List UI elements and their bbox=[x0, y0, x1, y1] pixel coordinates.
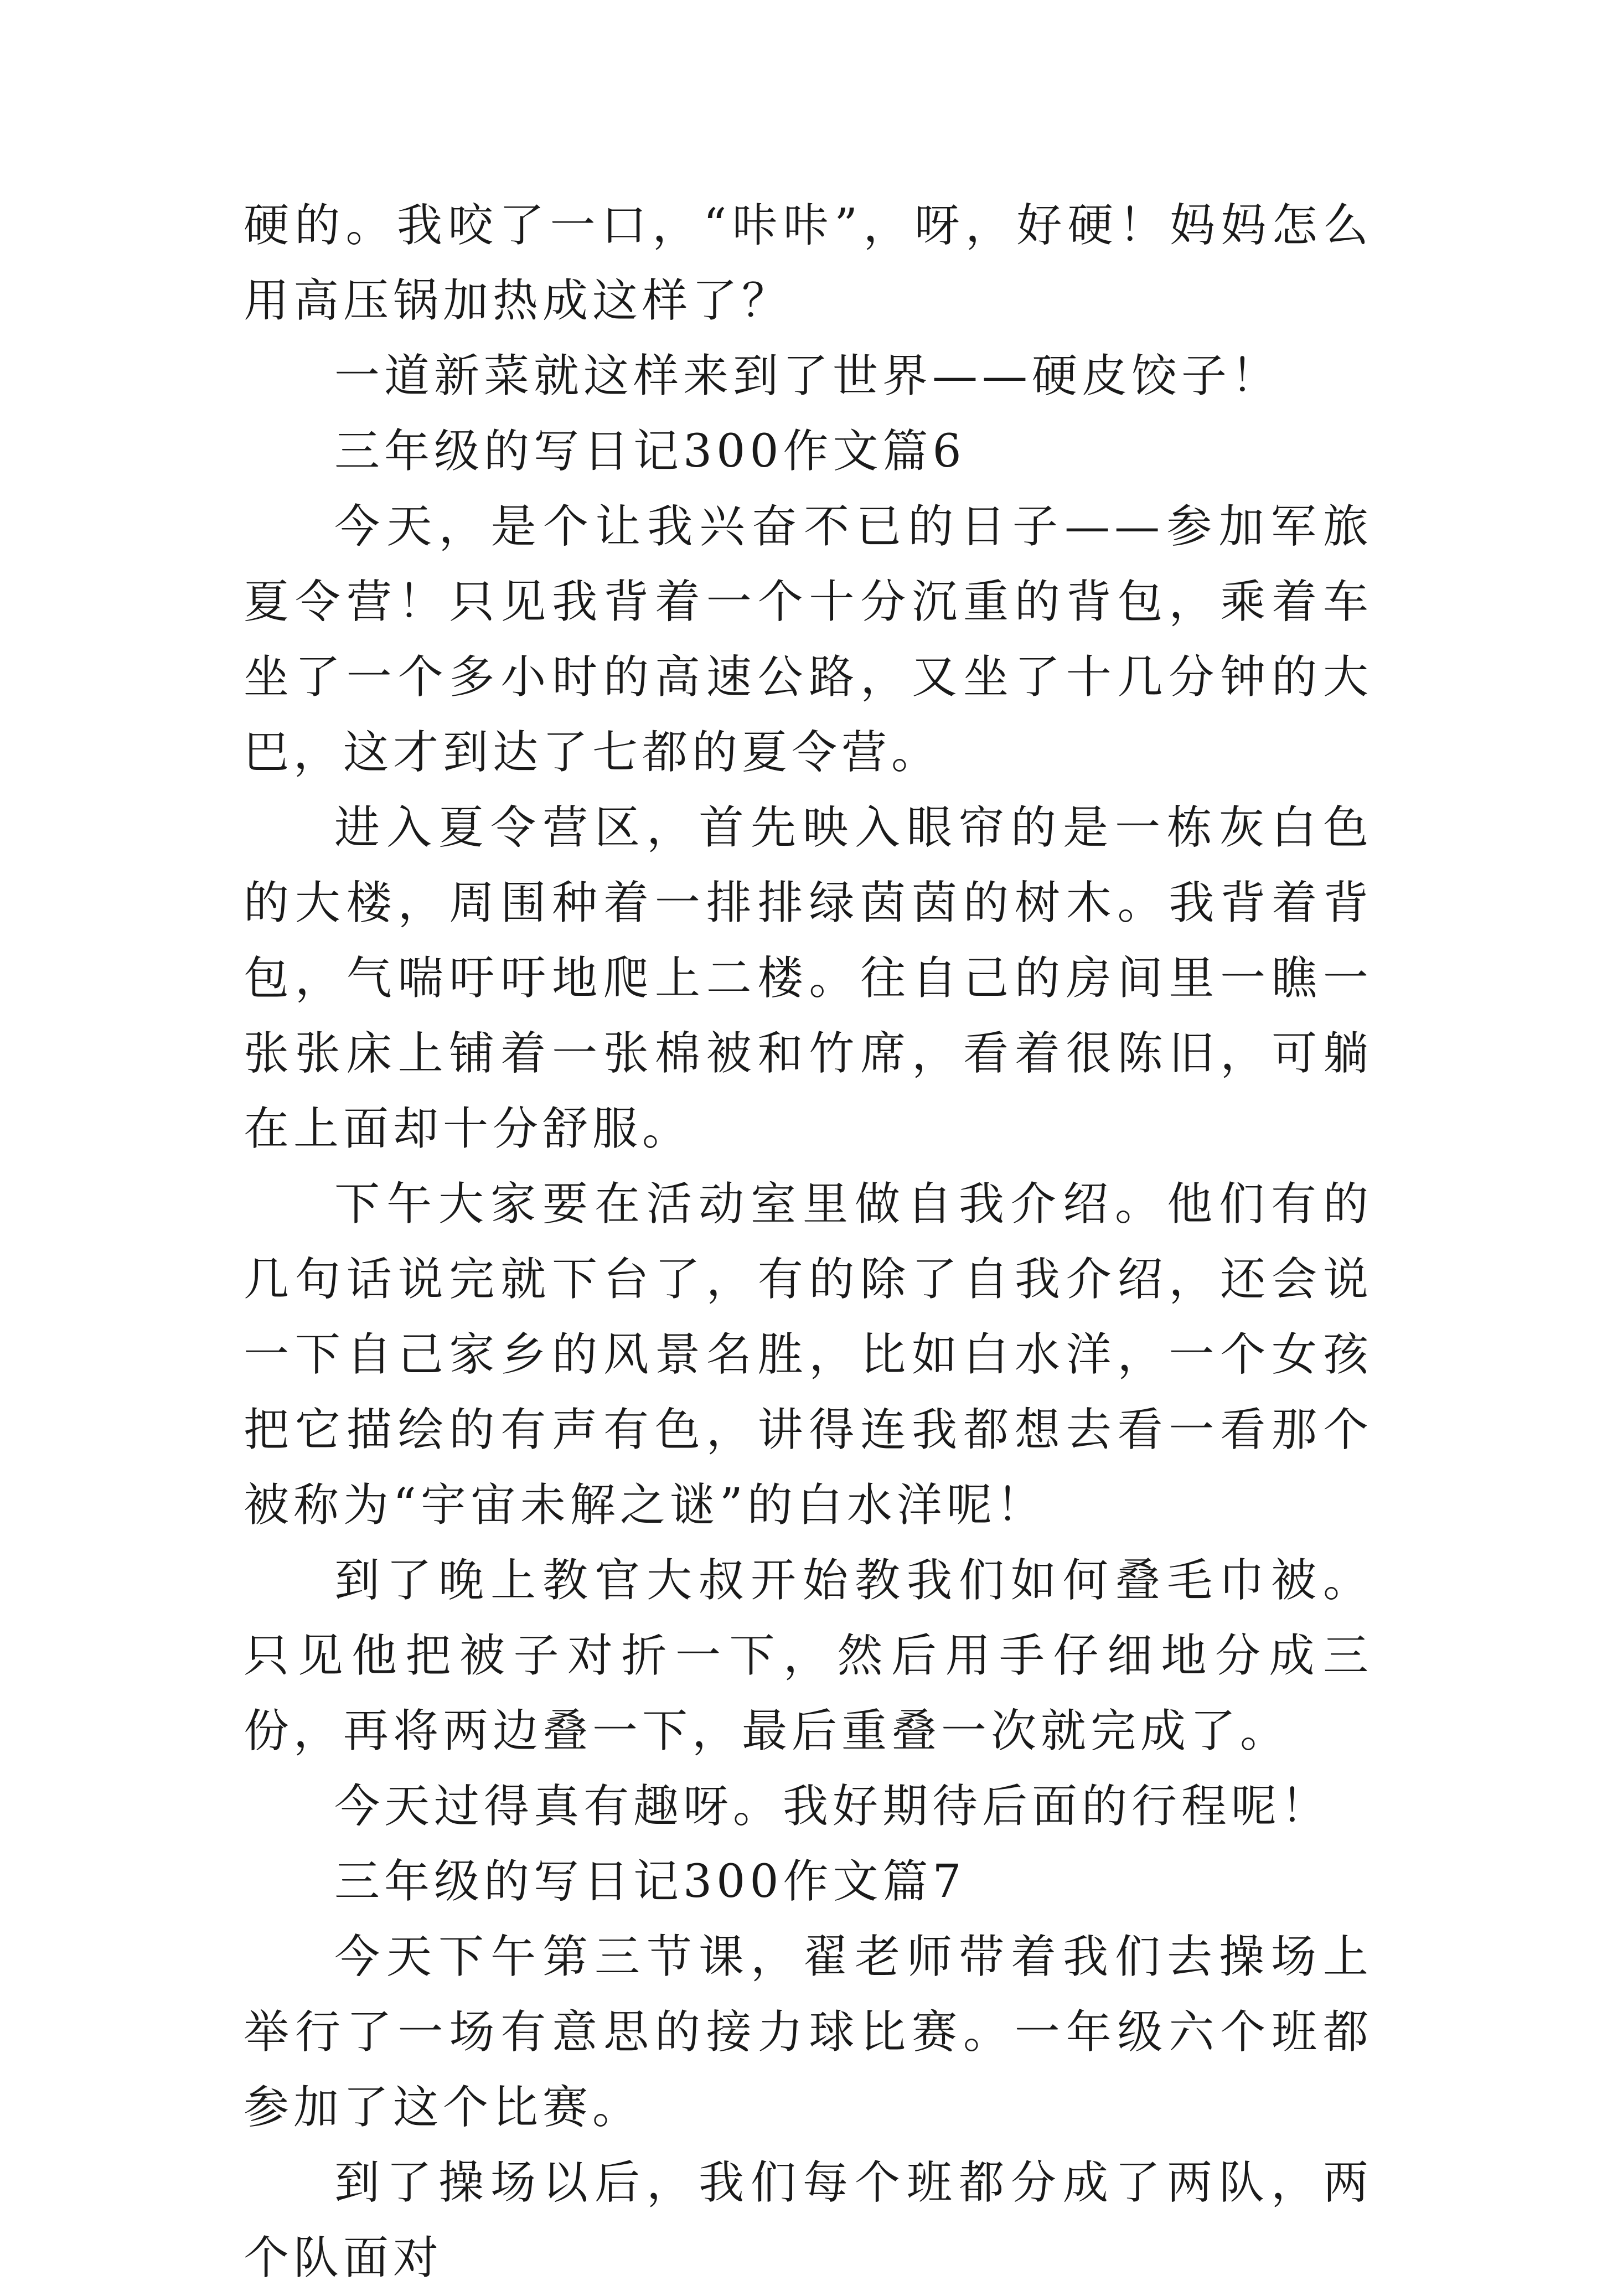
paragraph: 今天，是个让我兴奋不已的日子——参加军旅夏令营！只见我背着一个十分沉重的背包，乘着车坐了一个多小时的高速公路，又坐了十几分钟的大巴，这才到达了七都的夏令营。 bbox=[244, 500, 1373, 779]
paragraph: 一道新菜就这样来到了世界——硬皮饺子！ bbox=[334, 350, 1281, 402]
paragraph: 到了晚上教官大叔开始教我们如何叠毛巾被。只见他把被子对折一下，然后用手仔细地分成三份，再将两边叠一下，最后重叠一次就完成了。 bbox=[244, 1554, 1373, 1757]
paragraph: 下午大家要在活动室里做自我介绍。他们有的几句话说完就下台了，有的除了自我介绍，还会说一下自己家乡的风景名胜，比如白水洋，一个女孩把它描绘的有声有色，讲得连我都想去看一看那个被称为“宇宙未解之谜”的白水洋呢！ bbox=[244, 1178, 1373, 1532]
section-heading: 三年级的写日记300作文篇6 bbox=[334, 425, 966, 478]
paragraph: 进入夏令营区，首先映入眼帘的是一栋灰白色的大楼，周围种着一排排绿茵茵的树木。我背着背包，气喘吁吁地爬上二楼。往自己的房间里一瞧一张张床上铺着一张棉被和竹席，看着很陈旧，可躺在上面却十分舒服。 bbox=[244, 801, 1373, 1155]
paragraph-continued: 硬的。我咬了一口，“咔咔”，呀，好硬！妈妈怎么用高压锅加热成这样了？ bbox=[244, 199, 1373, 327]
paragraph: 今天下午第三节课，翟老师带着我们去操场上举行了一场有意思的接力球比赛。一年级六个班都参加了这个比赛。 bbox=[244, 1931, 1373, 2134]
document-body bbox=[244, 188, 1373, 2296]
paragraph: 到了操场以后，我们每个班都分成了两队，两个队面对 bbox=[244, 2157, 1373, 2284]
section-heading: 三年级的写日记300作文篇7 bbox=[334, 1855, 966, 1908]
paragraph: 今天过得真有趣呀。我好期待后面的行程呢！ bbox=[334, 1780, 1331, 1833]
